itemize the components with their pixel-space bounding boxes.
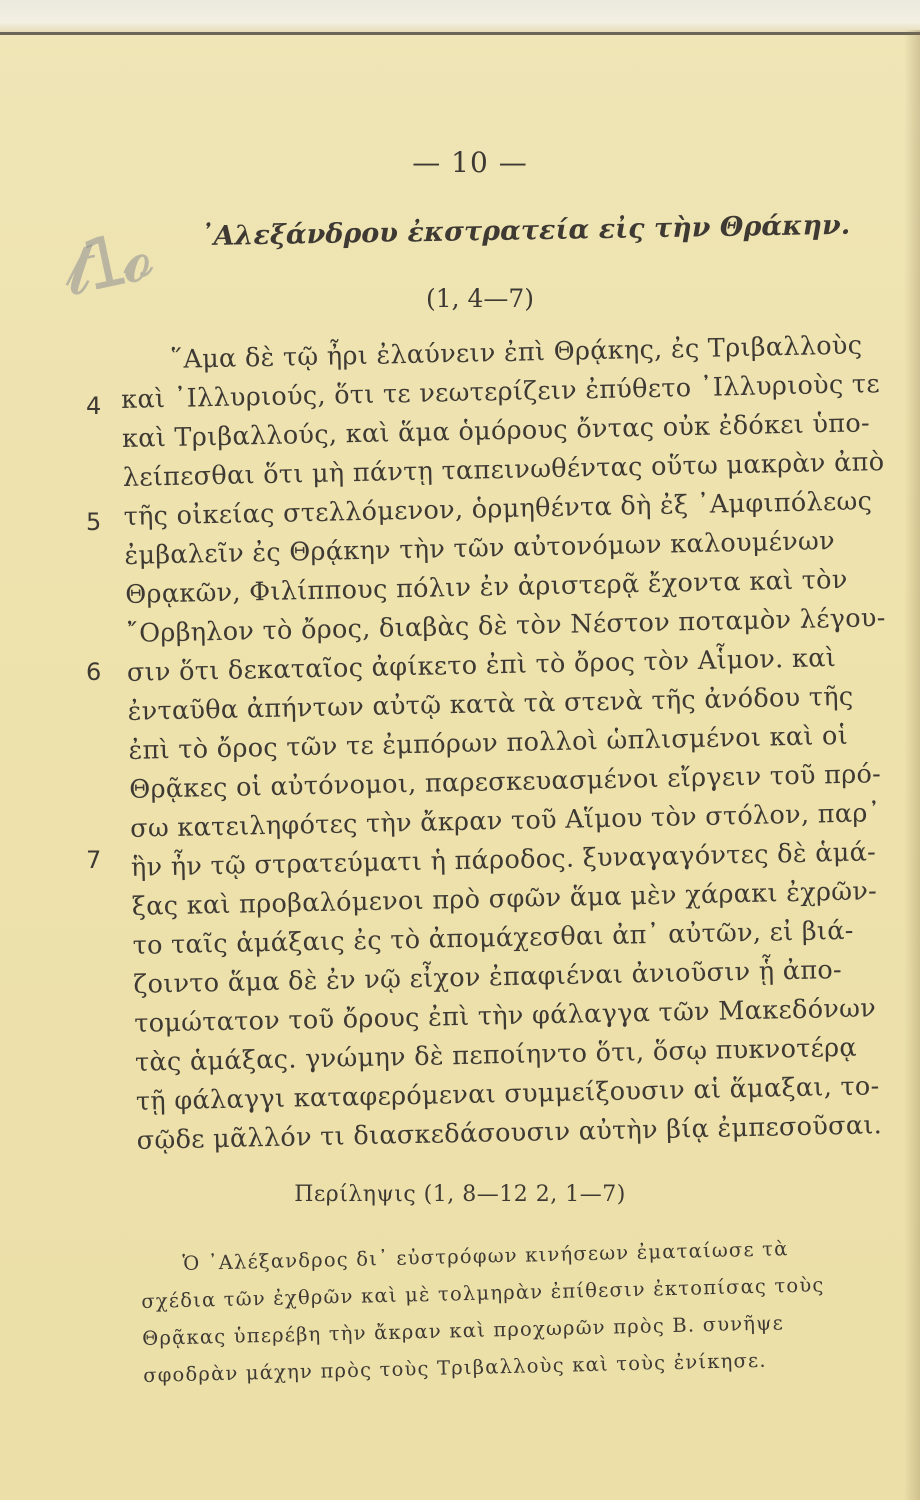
text-line: τῇ φάλαγγι καταφερόμεναι συμμείξουσιν αἱ ἅμαξαι, το- xyxy=(135,1071,880,1117)
text-line: ξας καὶ προβαλόμενοι πρὸ σφῶν ἅμα μὲν χάρακι ἐχρῶν- xyxy=(131,876,878,922)
summary-line: σφοδρὰν μάχην πρὸς τοὺς Τριβαλλοὺς καὶ τοὺς ἐνίκησε. xyxy=(142,1348,767,1387)
page-right-edge xyxy=(904,30,920,1500)
margin-number: 6 xyxy=(86,658,102,686)
summary-line: Θρᾷκας ὑπερέβη τὴν ἄκραν καὶ προχωρῶν πρὸς Β. συνῆψε xyxy=(141,1311,785,1350)
text-line: τὰς ἁμάξας. γνώμην δὲ πεποίηντο ὅτι, ὅσῳ πυκνοτέρᾳ xyxy=(134,1032,858,1078)
text-line: Θρᾷκες οἱ αὐτόνομοι, παρεσκευασμένοι εἴργειν τοῦ πρό- xyxy=(129,759,882,805)
page-number: — 10 — xyxy=(412,146,528,179)
margin-number: 4 xyxy=(86,392,102,420)
text-line: καὶ ᾿Ιλλυριούς, ὅτι τε νεωτερίζειν ἐπύθετο ᾿Ιλλυριοὺς τε xyxy=(120,369,881,415)
text-line: σιν ὅτι δεκαταῖος ἀφίκετο ἐπὶ τὸ ὄρος τὸν Αἷμον. καὶ xyxy=(126,643,837,688)
text-line: ἐνταῦθα ἀπήντων αὐτῷ κατὰ τὰ στενὰ τῆς ἀνόδου τῆς xyxy=(127,681,854,727)
summary-text xyxy=(140,1228,873,1394)
text-line: ῞Αμα δὲ τῷ ἦρι ἐλαύνειν ἐπὶ Θρᾴκης, ἐς Τριβαλλοὺς xyxy=(170,330,863,375)
text-line: Θρᾳκῶν, Φιλίππους πόλιν ἐν ἀριστερᾷ ἔχοντα καὶ τὸν xyxy=(124,564,848,610)
section-reference: (1, 4—7) xyxy=(425,284,535,313)
text-line: ἐμβαλεῖν ἐς Θρᾴκην τὴν τῶν αὐτονόμων καλουμένων xyxy=(124,526,836,571)
text-line: σω κατειληφότες τὴν ἄκραν τοῦ Αἵμου τὸν στόλον, παρ᾿ xyxy=(129,798,881,844)
text-line: ζοιντο ἅμα δὲ ἐν νῷ εἶχον ἐπαφιέναι ἀνιοῦσιν ᾗ ἀπο- xyxy=(133,955,843,1000)
text-line: λείπεσθαι ὅτι μὴ πάντῃ ταπεινωθέντας οὕτω μακρὰν ἀπὸ xyxy=(122,447,885,493)
text-line: τομώτατον τοῦ ὄρους ἐπὶ τὴν φάλαγγα τῶν Μακεδόνων xyxy=(133,993,877,1039)
text-line: τῆς οἰκείας στελλόμενον, ὁρμηθέντα δὴ ἐξ ᾿Αμφιπόλεως xyxy=(123,486,873,532)
body-text xyxy=(120,327,886,1161)
page-top-edge xyxy=(0,0,920,35)
pencil-annotation: 𝓽1𝓸 xyxy=(54,213,156,313)
margin-number: 7 xyxy=(86,846,102,874)
summary-heading: Περίληψις (1, 8—12 2, 1—7) xyxy=(294,1182,626,1207)
text-line: ἣν ἦν τῷ στρατεύματι ἡ πάροδος. ξυναγαγόντες δὲ ἁμά- xyxy=(130,837,877,883)
summary-line: σχέδια τῶν ἐχθρῶν καὶ μὲ τολμηρὰν ἐπίθεσιν ἐκτοπίσας τοὺς xyxy=(141,1273,825,1313)
text-line: το ταῖς ἁμάξαις ἐς τὸ ἀπομάχεσθαι ἀπ᾿ αὐτῶν, εἰ βιά- xyxy=(132,915,854,961)
text-line: καὶ Τριβαλλούς, καὶ ἅμα ὁμόρους ὄντας οὐκ ἐδόκει ὑπο- xyxy=(121,408,871,454)
margin-number: 5 xyxy=(86,508,102,536)
text-line: ῎Ορβηλον τὸ ὄρος, διαβὰς δὲ τὸν Νέστον ποταμὸν λέγου- xyxy=(125,603,886,649)
summary-line: Ὁ ᾿Αλέξανδρος δι᾿ εὐστρόφων κινήσεων ἐματαίωσε τὰ xyxy=(182,1237,789,1275)
text-line: ἐπὶ τὸ ὄρος τῶν τε ἐμπόρων πολλοὶ ὡπλισμένοι καὶ οἱ xyxy=(128,720,849,766)
section-title: ᾿Αλεξάνδρου ἐκστρατεία εἰς τὴν Θράκην. xyxy=(199,209,851,253)
text-line: σῷδε μᾶλλόν τι διασκεδάσουσιν αὐτὴν βίᾳ ἐμπεσοῦσαι. xyxy=(136,1110,883,1156)
